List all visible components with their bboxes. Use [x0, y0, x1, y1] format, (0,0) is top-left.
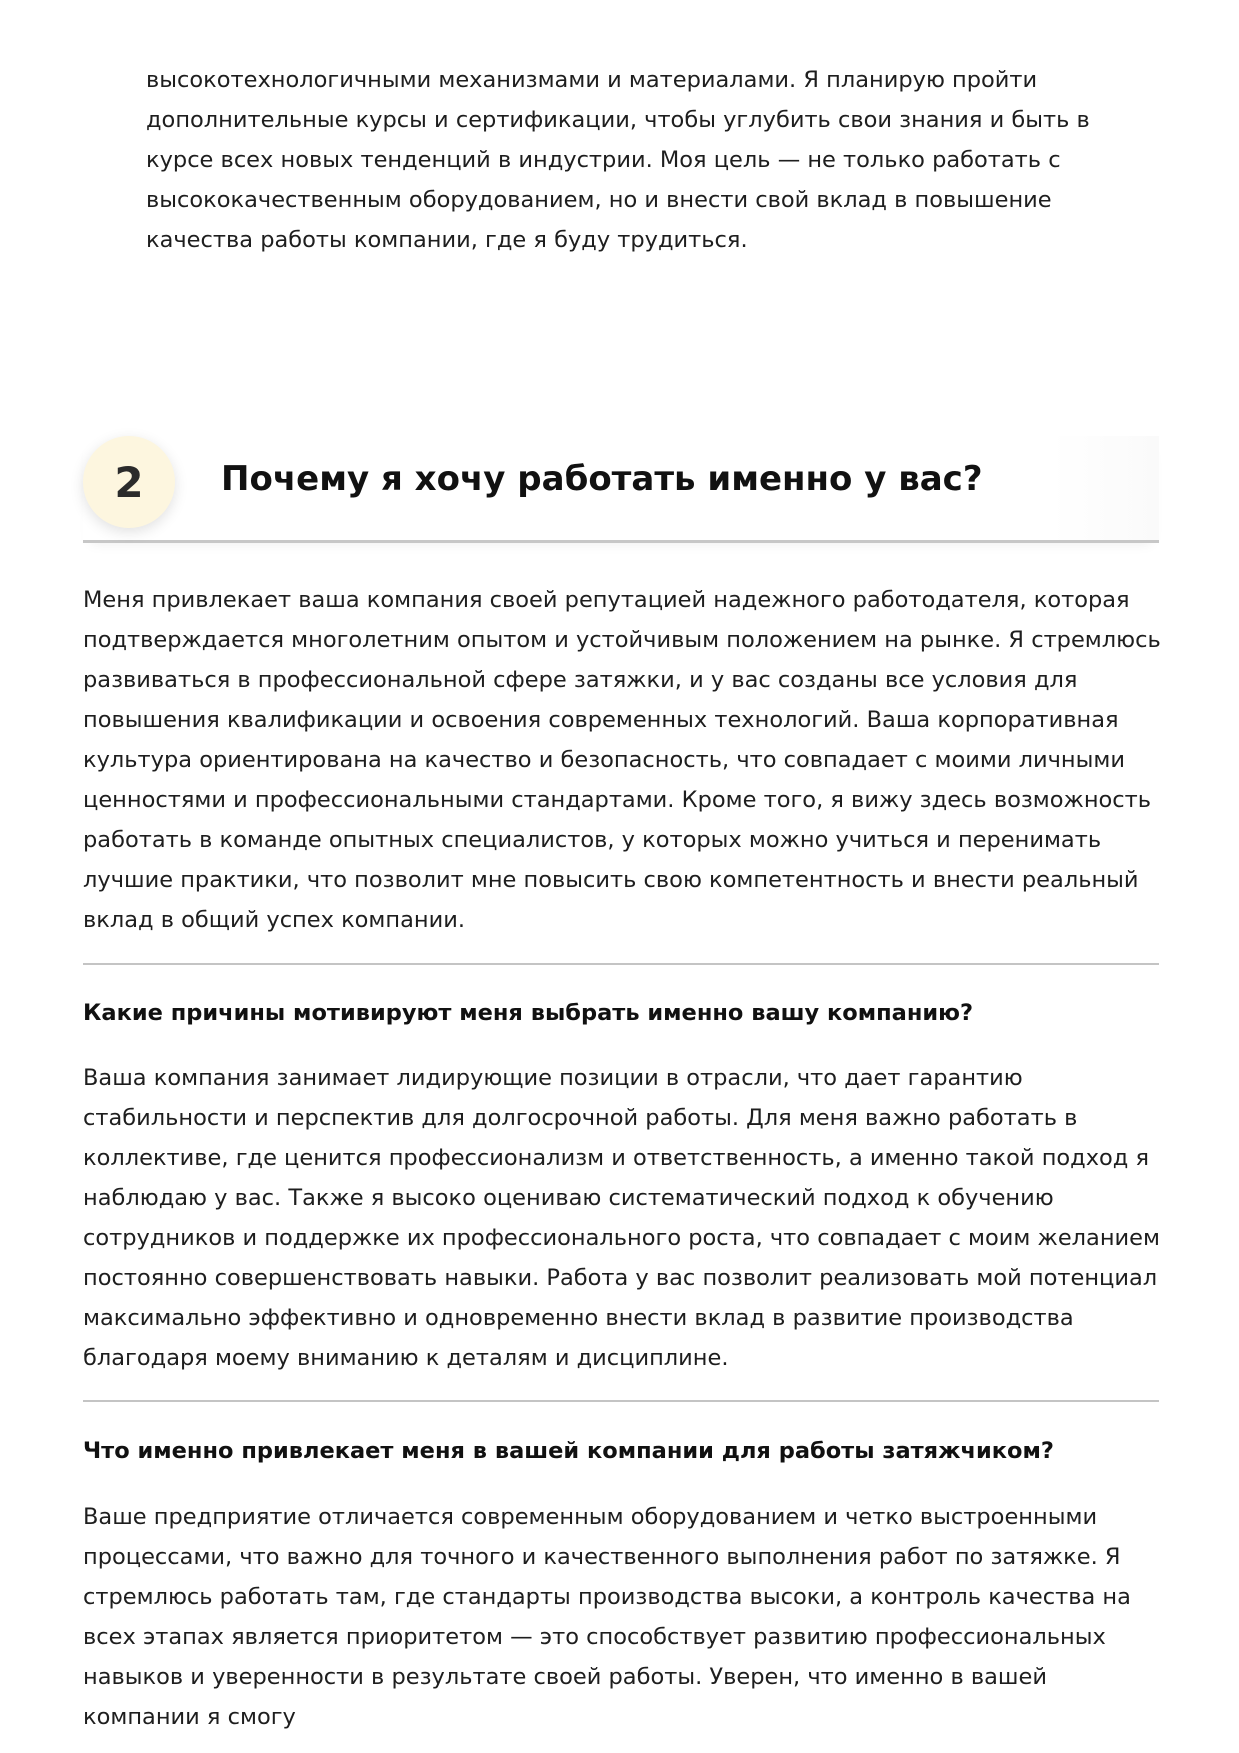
intro-paragraph: высокотехнологичными механизмами и материалами. Я планирую пройти дополнительные курсы и сертификации, чтобы углубить свои знания и быть в курсе всех новых тенденций в индустрии. Моя цель — не только работать с высококачественным оборудованием, но и внести свой вклад в повышение качества работы компании, где я буду трудиться.	[146, 67, 1090, 253]
section-paragraph: Меня привлекает ваша компания своей репутацией надежного работодателя, которая подтверждается многолетним опытом и устойчивым положением на рынке. Я стремлюсь развиваться в профессиональной сфере затяжки, и у вас созданы все условия для повышения квалификации и освоения современных технологий. Ваша корпоративная культура ориентирована на качество и безопасность, что совпадает с моими личными ценностями и профессиональными стандартами. Кроме того, я вижу здесь возможность работать в команде опытных специалистов, у которых можно учиться и перенимать лучшие практики, что позволит мне повысить свою компетентность и внести реальный вклад в общий успех компании.	[83, 587, 1161, 933]
divider	[83, 1400, 1159, 1402]
question-answer: Ваша компания занимает лидирующие позиции в отрасли, что дает гарантию стабильности и перспектив для долгосрочной работы. Для меня важно работать в коллективе, где ценится профессионализм и ответственность, а именно такой подход я наблюдаю у вас. Также я высоко оцениваю систематический подход к обучению сотрудников и поддержке их профессионального роста, что совпадает с моим желанием постоянно совершенствовать навыки. Работа у вас позволит реализовать мой потенциал максимально эффективно и одновременно внести вклад в развитие производства благодаря моему вниманию к деталям и дисциплине.	[83, 1065, 1160, 1371]
section-title: Почему я хочу работать именно у вас?	[221, 459, 983, 499]
section-header	[83, 436, 1159, 543]
section-number-badge: 2	[83, 436, 175, 528]
question-heading: Что именно привлекает меня в вашей компании для работы затяжчиком?	[83, 1438, 1054, 1464]
question-heading: Какие причины мотивируют меня выбрать именно вашу компанию?	[83, 1000, 974, 1026]
divider	[83, 963, 1159, 965]
question-answer: Ваше предприятие отличается современным оборудованием и четко выстроенными процессами, что важно для точного и качественного выполнения работ по затяжке. Я стремлюсь работать там, где стандарты производства высоки, а контроль качества на всех этапах является приоритетом — это способствует развитию профессиональных навыков и уверенности в результате своей работы. Уверен, что именно в вашей компании я смогу	[83, 1504, 1131, 1730]
